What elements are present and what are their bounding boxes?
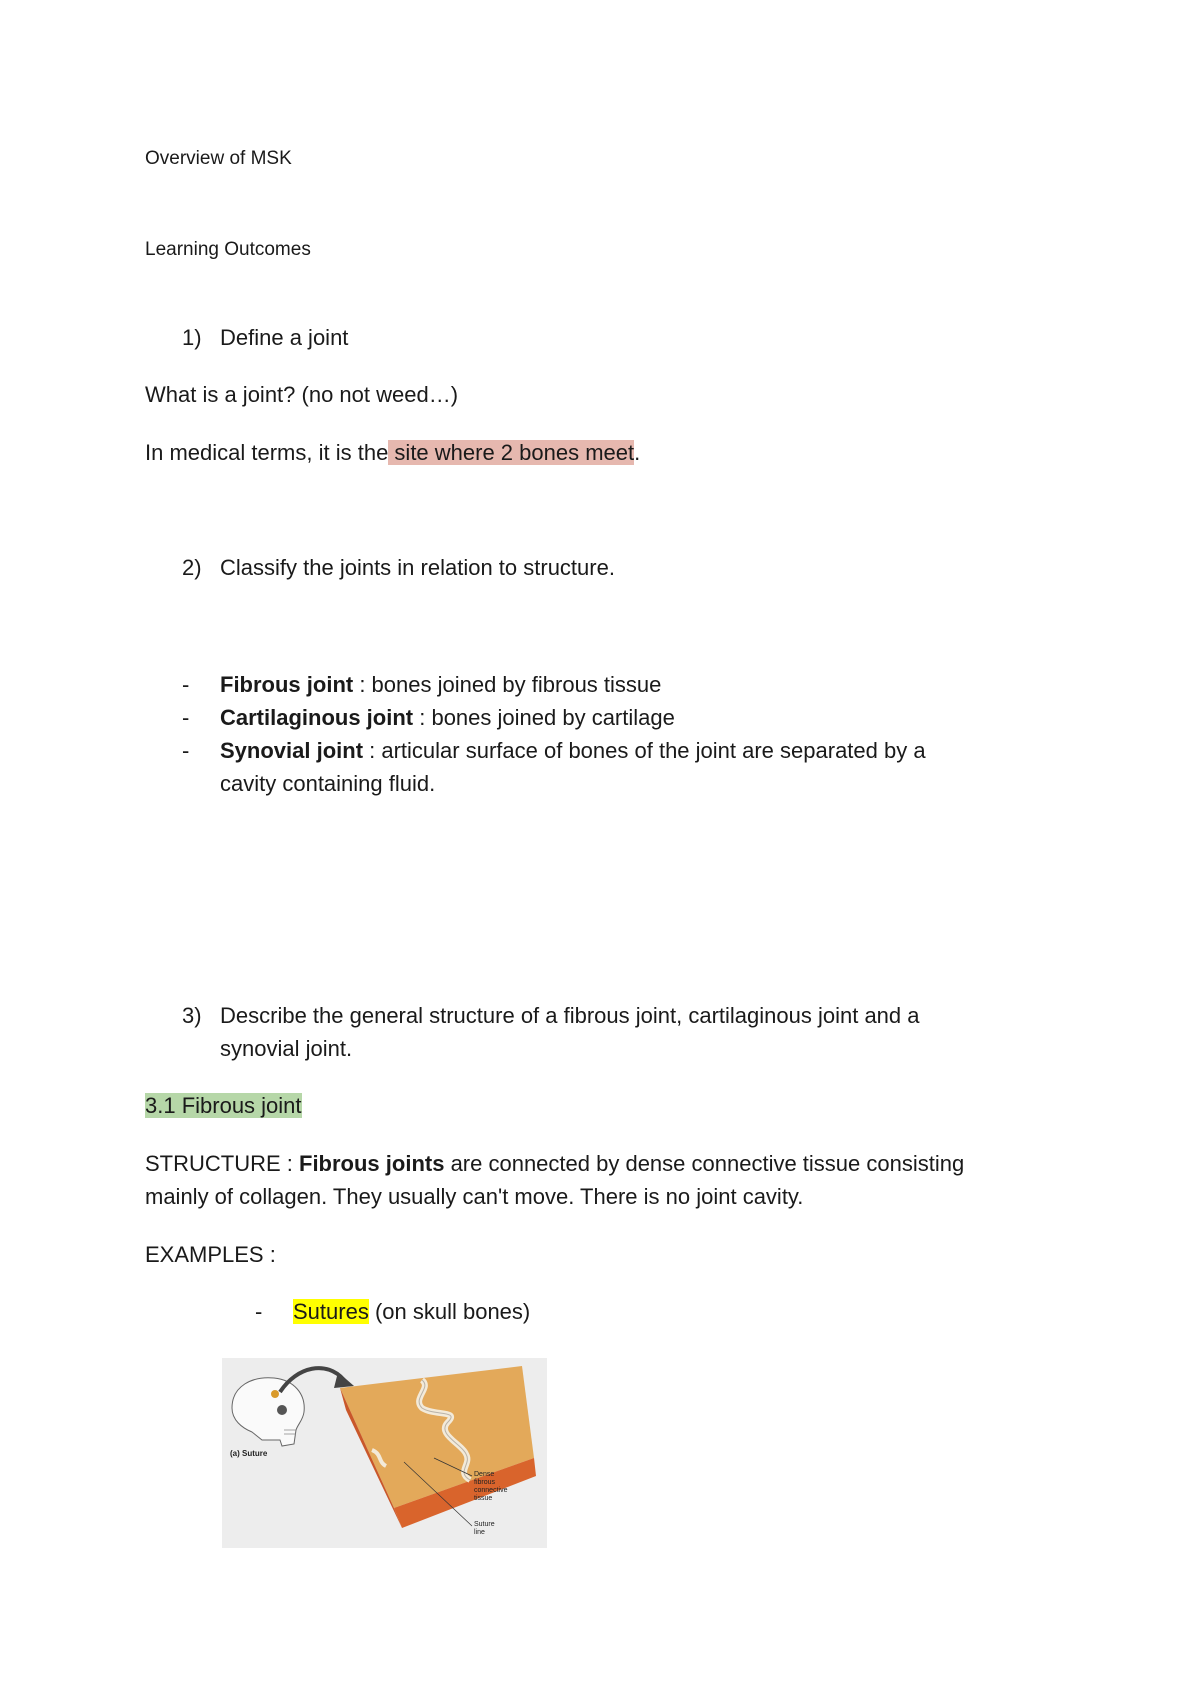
figure-label: (a) Suture — [230, 1449, 268, 1458]
list-dash: - — [182, 738, 190, 763]
structure-label: STRUCTURE : — [145, 1151, 299, 1176]
joint-question: What is a joint? (no not weed…) — [145, 382, 459, 407]
section-heading-fibrous — [145, 1093, 302, 1119]
section-heading-highlight: 3.1 Fibrous joint — [145, 1093, 302, 1118]
structure-text: are connected by dense connective tissue consisting — [444, 1151, 965, 1176]
desc-synovial-joint: : articular surface of bones of the joint are separated by a — [363, 738, 926, 763]
example-sutures — [255, 1299, 530, 1325]
term-fibrous-joint: Fibrous joint — [220, 672, 354, 697]
outcome-3-text-line2: synovial joint. — [220, 1036, 353, 1061]
list-item-cartilaginous — [182, 705, 675, 731]
outcome-2 — [182, 555, 615, 581]
figure-note-suture-1: Suture — [474, 1521, 495, 1528]
list-dash: - — [182, 672, 190, 697]
outcome-3-text-line1: Describe the general structure of a fibrous joint, cartilaginous joint and a — [220, 1003, 920, 1028]
list-item-synovial — [182, 738, 926, 764]
list-item-fibrous — [182, 672, 661, 698]
figure-note-tissue-1: Dense — [474, 1471, 495, 1478]
structure-term: Fibrous joints — [299, 1151, 445, 1176]
figure-note-tissue-3: connective — [474, 1487, 508, 1494]
outcome-1 — [182, 325, 348, 351]
suture-diagram — [222, 1358, 547, 1548]
definition-suffix: . — [634, 440, 641, 465]
example-highlight: Sutures — [293, 1299, 369, 1324]
definition-prefix: In medical terms, it is the — [145, 440, 389, 465]
example-dash: - — [255, 1299, 263, 1324]
outcome-2-number: 2) — [182, 555, 202, 580]
term-synovial-joint: Synovial joint — [220, 738, 364, 763]
outcome-1-number: 1) — [182, 325, 202, 350]
suture-block — [340, 1366, 536, 1528]
figure-note-suture-2: line — [474, 1529, 485, 1536]
structure-paragraph-line1 — [145, 1151, 964, 1177]
outcome-3-number: 3) — [182, 1003, 202, 1028]
joint-definition — [145, 440, 640, 466]
outcome-3 — [182, 1003, 920, 1029]
suture-illustration — [222, 1358, 547, 1548]
section-subtitle: Learning Outcomes — [145, 239, 311, 260]
skull-icon — [232, 1378, 304, 1446]
structure-paragraph-line2: mainly of collagen. They usually can't move. There is no joint cavity. — [145, 1184, 804, 1209]
term-cartilaginous-joint: Cartilaginous joint — [220, 705, 414, 730]
desc-cartilaginous-joint: : bones joined by cartilage — [413, 705, 675, 730]
outcome-1-text: Define a joint — [220, 325, 349, 350]
figure-note-tissue-2: fibrous — [474, 1479, 496, 1486]
document-title: Overview of MSK — [145, 148, 292, 169]
example-text: (on skull bones) — [368, 1299, 531, 1324]
desc-fibrous-joint: : bones joined by fibrous tissue — [353, 672, 662, 697]
outcome-2-text: Classify the joints in relation to structure. — [220, 555, 615, 580]
desc-synovial-joint-cont: cavity containing fluid. — [220, 771, 436, 796]
list-dash: - — [182, 705, 190, 730]
figure-note-tissue-4: tissue — [474, 1495, 493, 1502]
definition-highlight: site where 2 bones meet — [388, 440, 635, 465]
examples-label: EXAMPLES : — [145, 1242, 276, 1267]
